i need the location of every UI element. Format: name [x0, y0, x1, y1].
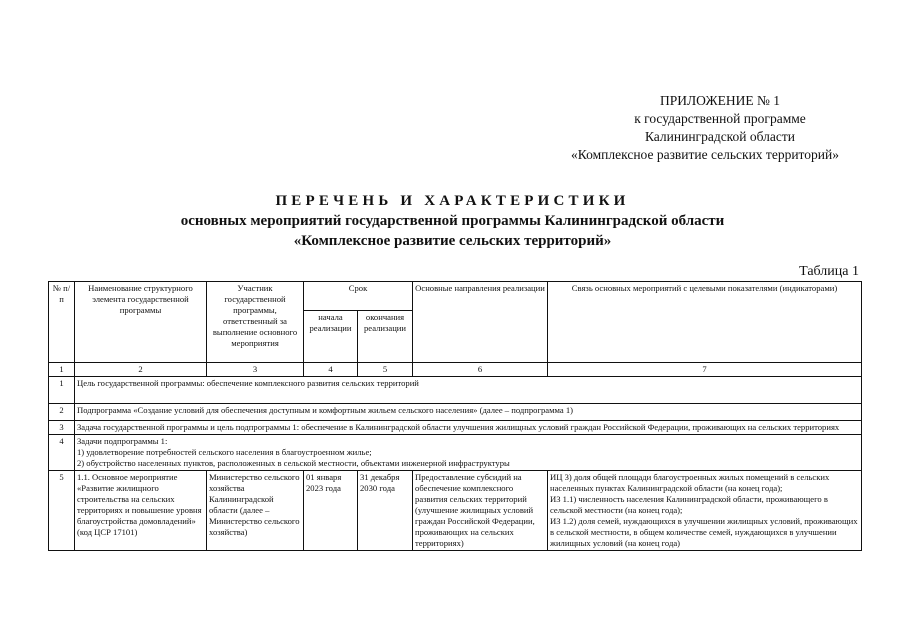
appendix-line-3: Калининградской области: [644, 129, 796, 144]
col-number: 1: [49, 363, 75, 377]
indicator-item: ИЗ 1.1) численность населения Калининградской области, проживающего в сельской местности (на конец года);: [550, 494, 828, 515]
table-row: [49, 421, 862, 435]
header-directions: Основные направления реализации: [413, 282, 548, 363]
row-num: 1: [49, 377, 75, 404]
row-text: Задача государственной программы и цель подпрограммы 1: обеспечение в Калининградской области улучшения жилищных условий граждан Российской Федерации, проживающих на сельских территориях: [75, 421, 862, 435]
measure-name-cell: [75, 471, 207, 551]
table-header-row: [49, 282, 862, 311]
header-num: № п/п: [49, 282, 75, 363]
row-num: 4: [49, 435, 75, 471]
col-number: 5: [358, 363, 413, 377]
appendix-block: [560, 92, 880, 164]
row-num: 3: [49, 421, 75, 435]
row-text: Цель государственной программы: обеспечение комплексного развития сельских территорий: [75, 377, 862, 404]
col-number: 4: [304, 363, 358, 377]
measure-name: 1.1. Основное мероприятие «Развитие жилищного строительства на сельских территориях и повышение уровня благоустройства домовладений»: [77, 472, 202, 526]
header-name: Наименование структурного элемента государственной программы: [75, 282, 207, 363]
measure-link-cell: [548, 471, 862, 551]
indicator-item: ИЗ 1.2) доля семей, нуждающихся в улучшении жилищных условий, проживающих в сельской местности, в общем количестве семей, нуждающихся в улучшении жилищных условий (на конец года): [550, 516, 858, 548]
table-number: Таблица 1: [799, 264, 859, 279]
col-number: 3: [207, 363, 304, 377]
measure-start: 01 января 2023 года: [304, 471, 358, 551]
row-num: 5: [49, 471, 75, 551]
table-row: [49, 404, 862, 421]
document-title: ПЕРЕЧЕНЬ И ХАРАКТЕРИСТИКИ: [275, 193, 630, 209]
measure-directions: Предоставление субсидий на обеспечение комплексного развития сельских территорий (улучшение жилищных условий граждан Российской Федерации, проживающих на сельских территориях): [413, 471, 548, 551]
row-num: 2: [49, 404, 75, 421]
document-subtitle-1: основных мероприятий государственной программы Калининградской области: [180, 213, 725, 229]
row-text: [75, 435, 862, 471]
col-number: 2: [75, 363, 207, 377]
column-number-row: [49, 363, 862, 377]
document-subtitle-2: «Комплексное развитие сельских территорий»: [293, 233, 612, 249]
task-item: 1) удовлетворение потребностей сельского населения в благоустроенном жилье;: [77, 447, 372, 457]
measure-end: 31 декабря 2030 года: [358, 471, 413, 551]
col-number: 7: [548, 363, 862, 377]
header-start: начала реализации: [304, 311, 358, 363]
measures-table: [48, 281, 862, 551]
measure-code: (код ЦСР 17101): [77, 527, 138, 537]
measure-participant: Министерство сельского хозяйства Калининградской области (далее – Министерство сельского хозяйства): [207, 471, 304, 551]
appendix-line-2: к государственной программе: [634, 111, 806, 126]
header-link: Связь основных мероприятий с целевыми показателями (индикаторами): [548, 282, 862, 363]
header-term: Срок: [304, 282, 413, 311]
col-number: 6: [413, 363, 548, 377]
task-item: 2) обустройство населенных пунктов, расположенных в сельской местности, объектами инженерной инфраструктуры: [77, 458, 510, 468]
row-text: Подпрограмма «Создание условий для обеспечения доступным и комфортным жильем сельского населения» (далее – подпрограмма 1): [75, 404, 862, 421]
appendix-line-4: «Комплексное развитие сельских территорий»: [571, 147, 839, 162]
header-participant: Участник государственной программы, ответственный за выполнение основного мероприятия: [207, 282, 304, 363]
tasks-heading: Задачи подпрограммы 1:: [77, 436, 168, 446]
table-row: [49, 435, 862, 471]
appendix-line-1: ПРИЛОЖЕНИЕ № 1: [659, 93, 781, 108]
table-row-measure: [49, 471, 862, 551]
indicator-item: ИЦ 3) доля общей площади благоустроенных жилых помещений в сельских населенных пунктах Калининградской области (на конец года);: [550, 472, 830, 493]
header-end: окончания реализации: [358, 311, 413, 363]
table-row: [49, 377, 862, 404]
